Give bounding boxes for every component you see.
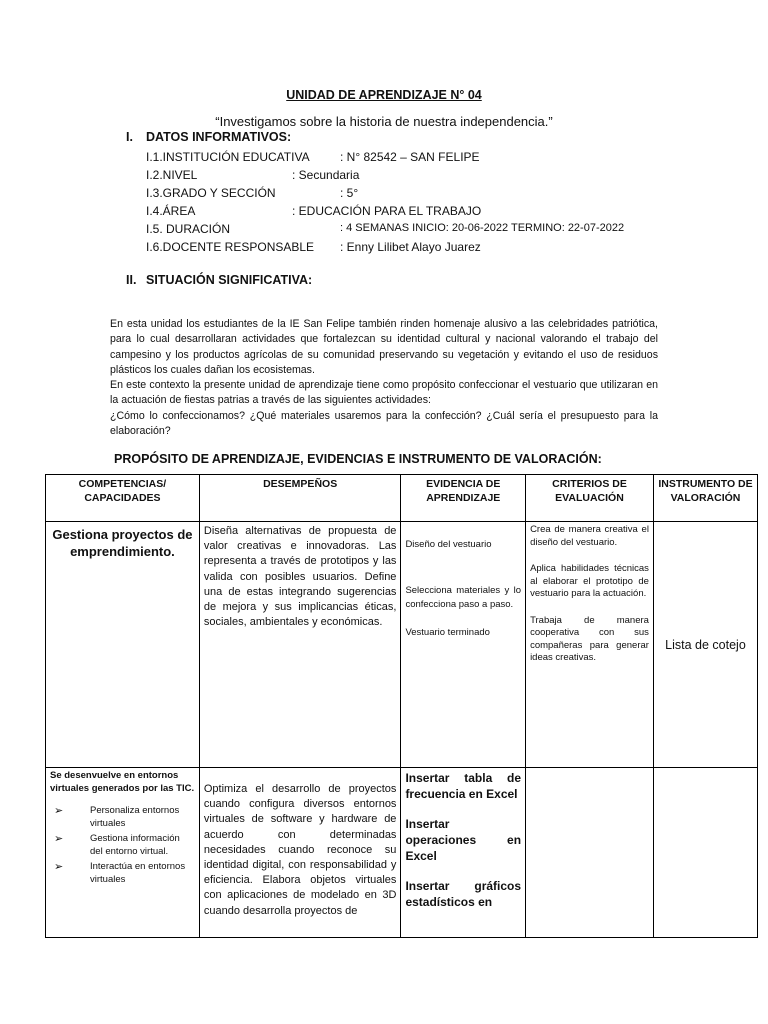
learning-table [45, 474, 758, 938]
info-value-level: : Secundaria [292, 168, 360, 182]
table-row [46, 768, 758, 938]
capacities-list [50, 805, 195, 886]
criteria-virtual-empty [526, 768, 654, 938]
criteria-item: Aplica habilidades técnicas al elaborar el prototipo de vestuario para la actuación. [530, 563, 649, 599]
evidence-entrepreneurship [401, 522, 526, 768]
arrow-bullet-icon: ➢ [54, 861, 64, 873]
section-1-heading: DATOS INFORMATIVOS: [146, 130, 292, 144]
list-item: ➢ Gestiona información del entorno virtual. [54, 833, 180, 857]
info-label-duration: I.5. DURACIÓN [146, 222, 231, 236]
criteria-entrepreneurship [526, 522, 654, 768]
table-row [46, 522, 758, 768]
info-label-area: I.4.ÁREA [146, 204, 196, 218]
situation-paragraph-3: ¿Cómo lo confeccionamos? ¿Qué materiales usaremos para la confección? ¿Cuál sería el presupuesto para la elaboración? [110, 409, 658, 438]
document-subtitle: “Investigamos sobre la historia de nuestra independencia.” [215, 114, 553, 129]
list-item: ➢ Interactúa en entornos virtuales [54, 861, 186, 885]
evidence-item: Insertar operaciones en Excel [405, 817, 522, 863]
performance-entrepreneurship: Diseña alternativas de propuesta de valor creativas e innovadoras. Las representa a través de prototipos y las valida con posibles usuarios. Define una de estas integrando sugerencias de mejora y sus implicancias éticas, sociales, ambientales y económicas. [199, 522, 401, 768]
list-item: ➢ Personaliza entornos virtuales [54, 805, 180, 829]
evidence-item: Diseño del vestuario [405, 539, 492, 550]
info-label-institution: I.1.INSTITUCIÓN EDUCATIVA [146, 150, 310, 164]
criteria-item: Trabaja de manera cooperativa con sus compañeras para generar ideas creativas. [530, 614, 649, 663]
performance-virtual-environments: Optimiza el desarrollo de proyectos cuando configura diversos entornos virtuales de software y hardware de acuerdo con determinadas necesidades cuando reconoce su identidad digital, con responsabilidad y eficiencia. Elabora objetos virtuales con aplicaciones de modelado en 3D cuando desarrolla proyectos de [199, 768, 401, 938]
situation-paragraph-2: En este contexto la presente unidad de aprendizaje tiene como propósito confeccionar el vestuario que utilizaran en la actuación de fiestas patrias a través de las siguientes actividades: [110, 379, 658, 407]
arrow-bullet-icon: ➢ [54, 805, 64, 817]
info-label-grade: I.3.GRADO Y SECCIÓN [146, 186, 276, 200]
header-evidence: EVIDENCIA DE APRENDIZAJE [401, 475, 526, 522]
evidence-item: Insertar gráficos estadísticos en [405, 879, 522, 909]
info-value-area: : EDUCACIÓN PARA EL TRABAJO [292, 204, 482, 218]
header-competences: COMPETENCIAS/ CAPACIDADES [46, 475, 200, 522]
info-label-level: I.2.NIVEL [146, 168, 198, 182]
evidence-item: Vestuario terminado [405, 627, 490, 638]
table-header-row [46, 475, 758, 522]
info-value-duration: : 4 SEMANAS INICIO: 20-06-2022 TERMINO: 22-07-2022 [340, 222, 625, 234]
section-2-heading: SITUACIÓN SIGNIFICATIVA: [146, 273, 313, 287]
header-performance: DESEMPEÑOS [199, 475, 401, 522]
competence-virtual-title: Se desenvuelve en entornos virtuales generados por las TIC. [50, 770, 195, 794]
competence-entrepreneurship: Gestiona proyectos de emprendimiento. [46, 522, 200, 768]
purpose-heading: PROPÓSITO DE APRENDIZAJE, EVIDENCIAS E INSTRUMENTO DE VALORACIÓN: [114, 452, 602, 466]
situation-text [110, 317, 658, 439]
document-title: UNIDAD DE APRENDIZAJE N° 04 [286, 88, 482, 102]
arrow-bullet-icon: ➢ [54, 833, 64, 845]
info-label-teacher: I.6.DOCENTE RESPONSABLE [146, 240, 315, 254]
info-value-teacher: : Enny Lilibet Alayo Juarez [340, 240, 481, 254]
section-2-number: II. [126, 273, 137, 287]
instrument-cell: Lista de cotejo [653, 522, 757, 768]
situation-paragraph-1: En esta unidad los estudiantes de la IE San Felipe también rinden homenaje alusivo a las celebridades patriótica, para lo cual desarrollaran actividades que fortalezcan su identidad cultural y nacional valorando el trabajo del campesino y los productos agrícolas de su comunidad preservando su vegetación y evitando el uso de residuos plásticos los cuales dañan los ecosistemas. [110, 318, 658, 376]
info-value-institution: : N° 82542 – SAN FELIPE [340, 150, 480, 164]
section-1-number: I. [126, 130, 133, 144]
evidence-item: Selecciona materiales y lo confecciona paso a paso. [405, 585, 522, 610]
evidence-virtual-environments [401, 768, 526, 938]
criteria-item: Crea de manera creativa el diseño del vestuario. [530, 524, 649, 548]
info-value-grade: : 5° [340, 186, 359, 200]
competence-virtual-environments [46, 768, 200, 938]
header-criteria: CRITERIOS DE EVALUACIÓN [526, 475, 654, 522]
evidence-item: Insertar tabla de frecuencia en Excel [405, 771, 522, 801]
header-instrument: INSTRUMENTO DE VALORACIÓN [653, 475, 757, 522]
instrument-virtual-empty [653, 768, 757, 938]
